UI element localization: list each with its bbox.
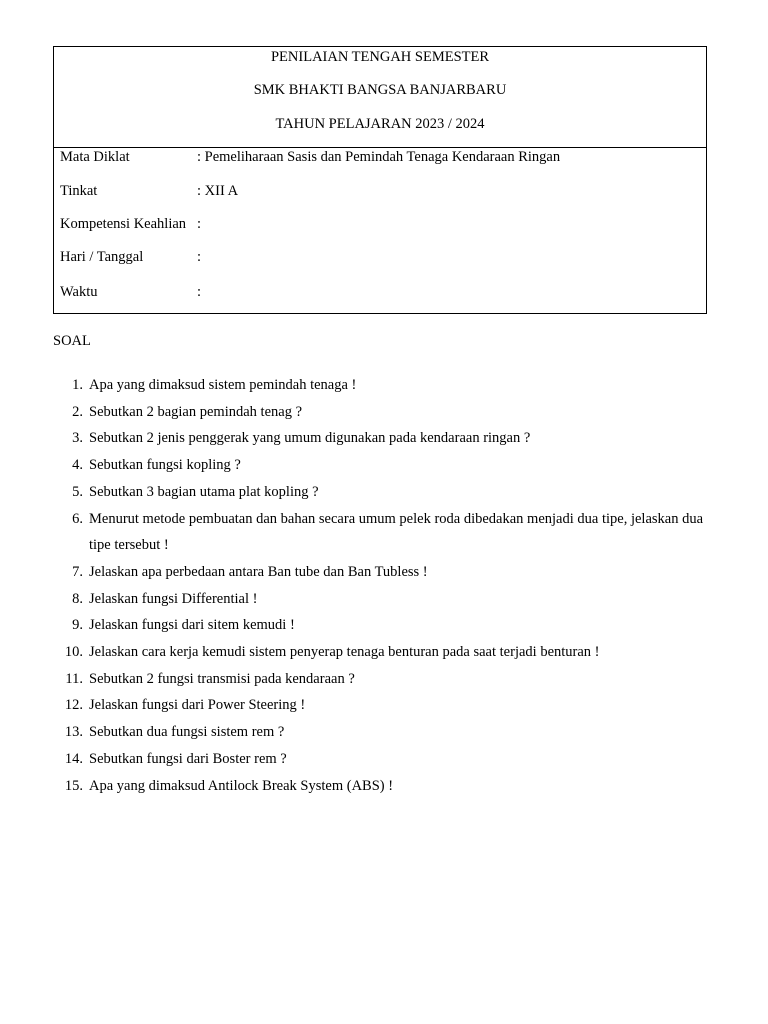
academic-year: TAHUN PELAJARAN 2023 / 2024: [275, 116, 485, 132]
info-value: :: [197, 216, 202, 232]
exam-title: PENILAIAN TENGAH SEMESTER: [270, 49, 490, 65]
info-row-tingkat: [60, 182, 238, 200]
question-item: [53, 399, 713, 426]
question-number: 4.: [72, 457, 83, 474]
question-text: Sebutkan 2 fungsi transmisi pada kendaraan ?: [89, 670, 355, 687]
question-item: [53, 719, 713, 746]
question-number: 7.: [72, 563, 83, 580]
info-label: Kompetensi Keahlian: [60, 216, 187, 232]
question-number: 2.: [72, 403, 83, 420]
question-item: [53, 639, 713, 666]
question-item: [53, 506, 713, 559]
info-value: :: [197, 284, 202, 300]
question-text: Sebutkan fungsi dari Boster rem ?: [89, 750, 287, 767]
question-number: 12.: [64, 697, 83, 714]
question-number: 11.: [65, 670, 83, 687]
question-item: [53, 559, 713, 586]
info-value: :: [197, 249, 202, 265]
question-item: [53, 425, 713, 452]
question-text: Jelaskan cara kerja kemudi sistem penyerap tenaga benturan pada saat terjadi benturan !: [89, 644, 600, 661]
question-item: [53, 479, 713, 506]
question-text: Jelaskan fungsi Differential !: [89, 590, 258, 607]
question-number: 5.: [72, 483, 83, 500]
question-item: [53, 612, 713, 639]
question-number: 9.: [72, 617, 83, 634]
question-item: [53, 692, 713, 719]
question-text: Apa yang dimaksud Antilock Break System (ABS) !: [89, 777, 394, 794]
question-number: 8.: [72, 590, 83, 607]
question-list: [53, 372, 713, 799]
soal-heading: SOAL: [53, 333, 91, 349]
info-label: Hari / Tanggal: [60, 249, 144, 265]
question-text: Sebutkan 3 bagian utama plat kopling ?: [89, 483, 319, 500]
question-number: 14.: [64, 750, 83, 767]
question-item: [53, 666, 713, 693]
question-number: 15.: [64, 777, 83, 794]
question-text: Menurut metode pembuatan dan bahan secara umum pelek roda dibedakan menjadi dua tipe, jelaskan dua tipe tersebut !: [89, 510, 704, 554]
question-text: Sebutkan dua fungsi sistem rem ?: [89, 724, 285, 741]
question-text: Jelaskan fungsi dari Power Steering !: [89, 697, 306, 714]
question-item: [53, 586, 713, 613]
question-text: Sebutkan fungsi kopling ?: [89, 457, 241, 474]
question-number: 10.: [64, 644, 83, 661]
question-number: 1.: [72, 377, 83, 393]
question-item: [53, 372, 713, 399]
info-label: Mata Diklat: [60, 149, 130, 165]
info-row-kompetensi: [60, 215, 201, 233]
question-text: Jelaskan fungsi dari sitem kemudi !: [89, 617, 295, 634]
info-row-mata-diklat: [60, 148, 560, 166]
question-text: Sebutkan 2 bagian pemindah tenag ?: [89, 403, 303, 420]
exam-title-block: [54, 47, 706, 148]
question-number: 6.: [72, 510, 83, 527]
question-text: Apa yang dimaksud sistem pemindah tenaga !: [89, 377, 357, 393]
question-item: [53, 452, 713, 479]
info-row-waktu: [60, 283, 201, 301]
question-text: Sebutkan 2 jenis penggerak yang umum digunakan pada kendaraan ringan ?: [89, 430, 531, 447]
question-item: [53, 746, 713, 773]
question-item: [53, 773, 713, 800]
info-value: : XII A: [197, 183, 239, 199]
info-row-hari-tanggal: [60, 248, 201, 266]
exam-header-box: [53, 46, 707, 314]
question-number: 13.: [64, 724, 83, 741]
question-number: 3.: [72, 430, 83, 447]
question-text: Jelaskan apa perbedaan antara Ban tube dan Ban Tubless !: [89, 563, 428, 580]
info-value: : Pemeliharaan Sasis dan Pemindah Tenaga Kendaraan Ringan: [197, 149, 561, 165]
info-label: Tinkat: [60, 183, 98, 199]
info-label: Waktu: [60, 284, 98, 300]
school-name: SMK BHAKTI BANGSA BANJARBARU: [253, 82, 507, 98]
